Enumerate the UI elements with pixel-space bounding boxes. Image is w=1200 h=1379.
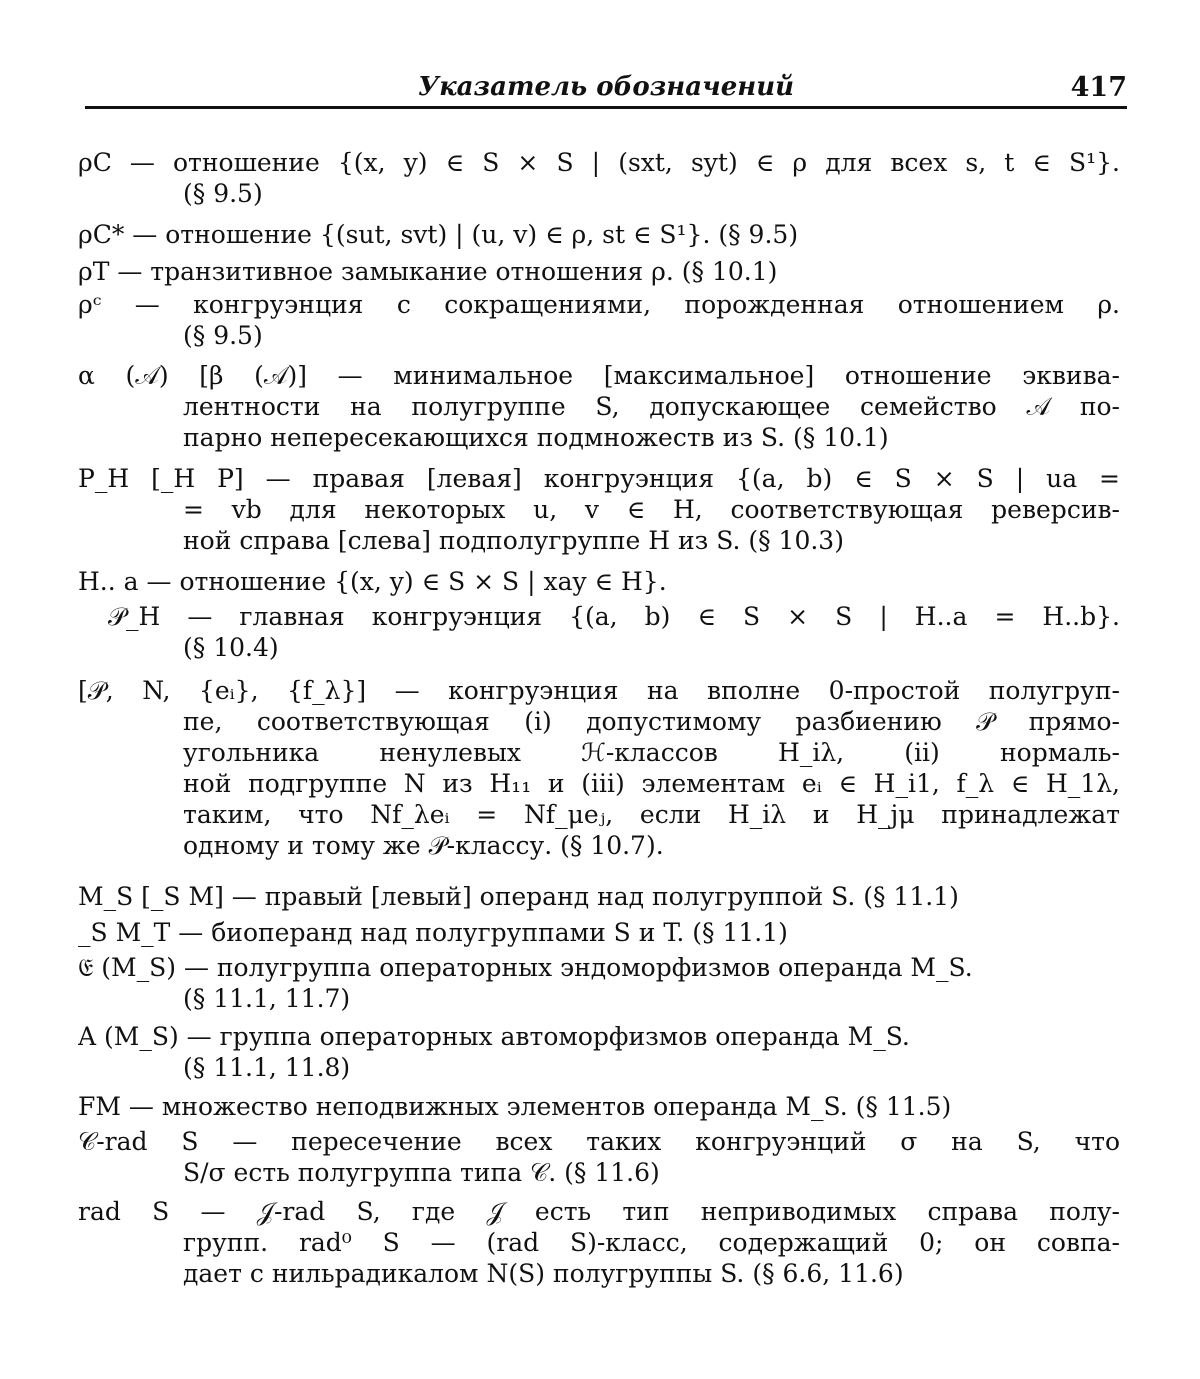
entry-line: M_S [_S M] — правый [левый] операнд над полугруппой S. (§ 11.1) [78, 882, 959, 911]
header-rule [85, 106, 1127, 109]
notation-entry-alpha-beta [78, 360, 1120, 453]
entry-line: угольника ненулевых ℋ-классов H_iλ, (ii) нормаль- [183, 738, 1120, 767]
entry-line: = vb для некоторых u, v ∈ H, соответствующая реверсив- [183, 495, 1120, 524]
notation-entry-rho-t [78, 256, 777, 287]
notation-entry-automorphisms [78, 1021, 910, 1083]
entry-line: групп. rad⁰ S — (rad S)-класс, содержащий 0; он совпа- [183, 1228, 1120, 1257]
entry-line: P_H [_H P] — правая [левая] конгруэнция {(a, b) ∈ S × S | ua = [78, 464, 1120, 493]
entry-line: rad S — 𝒥-rad S, где 𝒥 есть тип неприводимых справа полу- [78, 1197, 1120, 1226]
notation-entry-rho-c-star [78, 219, 798, 250]
entry-line: ρC* — отношение {(sut, svt) | (u, v) ∈ ρ, st ∈ S¹}. (§ 9.5) [78, 220, 799, 249]
entry-line: ной подгруппе N из H₁₁ и (iii) элементам eᵢ ∈ H_i1, f_λ ∈ H_1λ, [183, 769, 1120, 798]
entry-line: парно непересекающихся подмножеств из S. (§ 10.1) [183, 423, 889, 452]
notation-entry-p-h [78, 463, 1120, 556]
notation-entry-bioperand [78, 917, 788, 948]
entry-line: _S M_T — биоперанд над полугруппами S и T. (§ 11.1) [78, 918, 788, 947]
entry-line: одному и тому же 𝒫-классу. (§ 10.7). [183, 831, 664, 860]
notation-entry-fixed-elements [78, 1091, 951, 1122]
entry-line: A (M_S) — группа операторных автоморфизмов операнда M_S. [78, 1022, 910, 1051]
notation-entry-principal-congruence [78, 601, 1120, 663]
entry-line: ρT — транзитивное замыкание отношения ρ. (§ 10.1) [78, 257, 778, 286]
entry-line: ной справа [слева] подполугруппе H из S. (§ 10.3) [183, 526, 844, 555]
page-header [85, 72, 1127, 112]
notation-entry-rho-c [78, 147, 1120, 209]
entry-line: (§ 9.5) [183, 179, 263, 208]
entry-line: (§ 10.4) [183, 633, 279, 662]
entry-line: ρC — отношение {(x, y) ∈ S × S | (sxt, syt) ∈ ρ для всех s, t ∈ S¹}. [78, 148, 1120, 177]
entry-line: (§ 9.5) [183, 321, 263, 350]
notation-entry-endomorphisms [78, 952, 973, 1014]
entry-line: ρᶜ — конгруэнция с сокращениями, порожденная отношением ρ. [78, 290, 1120, 319]
running-head-title: Указатель обозначений [417, 72, 794, 102]
notation-entry-rho-c-cancel [78, 289, 1120, 351]
entry-line: 𝒞-rad S — пересечение всех таких конгруэнций σ на S, что [78, 1127, 1120, 1156]
entry-line: таким, что Nf_λeᵢ = Nf_μeⱼ, если H_iλ и H_jμ принадлежат [183, 800, 1120, 829]
notation-entry-h-dot-a [78, 566, 667, 597]
entry-line: дает с нильрадикалом N(S) полугруппы S. (§ 6.6, 11.6) [183, 1259, 904, 1288]
entry-line: (§ 11.1, 11.8) [183, 1053, 351, 1082]
notation-entry-operand [78, 881, 959, 912]
notation-entry-c-rad [78, 1126, 1120, 1188]
entry-line: S/σ есть полугруппа типа 𝒞. (§ 11.6) [183, 1158, 660, 1187]
entry-line: H.. a — отношение {(x, y) ∈ S × S | xay ∈ H}. [78, 567, 667, 596]
entry-line: лентности на полугруппе S, допускающее семейство 𝒜 по- [183, 392, 1120, 421]
entry-line: [𝒫, N, {eᵢ}, {f_λ}] — конгруэнция на вполне 0-простой полугруп- [78, 676, 1120, 705]
entry-line: 𝒫_H — главная конгруэнция {(a, b) ∈ S × S | H..a = H..b}. [108, 602, 1120, 631]
notation-entry-congruence-0-simple [78, 675, 1120, 861]
entry-line: (§ 11.1, 11.7) [183, 984, 351, 1013]
entry-line: пе, соответствующая (i) допустимому разбиению 𝒫 прямо- [183, 707, 1120, 736]
entry-line: α (𝒜) [β (𝒜)] — минимальное [максимальное] отношение эквива- [78, 361, 1120, 390]
page-number: 417 [1070, 72, 1127, 103]
entry-line: FM — множество неподвижных элементов операнда M_S. (§ 11.5) [78, 1092, 952, 1121]
entry-line: 𝔈 (M_S) — полугруппа операторных эндоморфизмов операнда M_S. [78, 953, 973, 982]
notation-entry-rad [78, 1196, 1120, 1289]
